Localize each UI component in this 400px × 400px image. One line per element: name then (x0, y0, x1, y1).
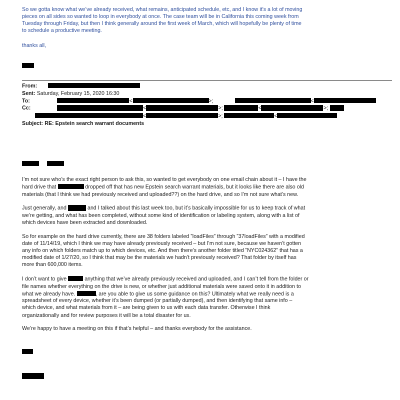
redaction-bar (224, 113, 274, 118)
redaction-bar (47, 161, 64, 166)
previous-email-paragraph (22, 7, 392, 36)
text-fragment: dropped off that has new Epstein search warrant materials, but it looks like there are also old (85, 184, 304, 191)
from-row (22, 83, 392, 91)
recipient-separator: < (143, 113, 147, 120)
text-fragment: Just generally, and (22, 205, 67, 212)
greeting-redaction (22, 152, 392, 170)
text-fragment: and I talked about this last week too, but it’s basically impossible for us to keep track of what (87, 205, 306, 212)
text-fragment: what we already have. (22, 291, 76, 298)
text-line: So for example on the hard drive currently, there are 38 folders labeled “loadFiles” through “37loadFiles” with a modified (22, 233, 305, 240)
sent-label: Sent: (22, 90, 36, 97)
redaction-bar (58, 184, 84, 189)
to-label: To: (22, 98, 30, 105)
text-line: spreadsheet of every device, whether it’s been dumped (or partially dumped), and then identifying that same info – (22, 298, 293, 305)
email-body (22, 152, 392, 383)
text-line: date of 11/14/19, which I think we may have already previously received – but I’m not sure, because we haven’t gotten (22, 240, 302, 247)
recipient-separator: >; (323, 105, 329, 112)
text-line: materials (that I think we had previously received and uploaded??) on the hard drive, and so I’m not sure what’s new. (22, 191, 299, 198)
text-line: which devices have been extracted and downloaded. (22, 219, 148, 226)
redaction-bar (146, 113, 218, 118)
text-fragment: hard drive that (22, 184, 57, 191)
signoff: thanks all, (22, 43, 47, 50)
redaction-bar (22, 161, 39, 166)
redaction-bar (224, 105, 258, 110)
recipient-separator: < (258, 105, 262, 112)
text-fragment: anything that we’ve already previously received and uploaded, and I can’t tell from the folder or (84, 276, 309, 283)
redaction-bar (133, 98, 209, 103)
text-line (22, 291, 392, 299)
signature-redaction (22, 340, 392, 358)
text-line: organizationally and for review purposes it will be a total disaster for us. (22, 312, 191, 319)
sent-value: Saturday, February 15, 2020 16:30 (36, 90, 120, 97)
redaction-bar (68, 205, 86, 210)
text-line: file names whether everything on the drive is new, or whether just additional materials were saved onto it in addition to (22, 283, 301, 290)
text-line: more than 600,000 items. (22, 262, 83, 269)
text-line (22, 184, 392, 192)
text-line (22, 276, 392, 284)
recipient-separator: < (310, 98, 314, 105)
recipient-separator: >; (218, 105, 223, 112)
recipient-separator: < (143, 105, 147, 112)
redaction-bar (57, 98, 129, 103)
redaction-bar (22, 349, 33, 354)
redaction-bar (57, 105, 143, 110)
body-paragraph (22, 205, 392, 227)
redaction-bar (146, 105, 218, 110)
email-header (22, 80, 392, 128)
text-line: Tuesday through Friday, but then I think generally around the first week of March, which will hopefully be plenty of time (22, 21, 302, 28)
text-fragment: , are you able to give us some guidance on this? Ultimately what we really need is a (95, 291, 294, 298)
text-line: I’m not sure who’s the exact right person to ask this, so wanted to get everybody on one email chain about it – I have the (22, 176, 307, 183)
text-line: we’re getting, and what has been completed, without some kind of identification or labeling system, along with a list of (22, 212, 300, 219)
previous-email (22, 0, 392, 72)
subject-value: RE: Epstein search warrant documents (44, 120, 145, 127)
body-paragraph (22, 276, 392, 320)
from-label: From: (22, 83, 38, 90)
redaction-bar (22, 63, 34, 69)
text-line: So we gotta know what we’ve already received, what remains, anticipated schedule, etc, and I know it’s a lot of moving (22, 7, 303, 13)
email-document (22, 0, 392, 333)
to-row (22, 98, 392, 106)
subject-label: Subject: (22, 120, 44, 127)
signature-redaction (22, 365, 392, 383)
text-line (22, 205, 392, 213)
signature-redaction (22, 54, 392, 72)
recipient-separator: >; (208, 98, 214, 105)
body-paragraph (22, 177, 392, 199)
redaction-bar (314, 98, 376, 103)
redaction-bar (77, 291, 96, 296)
text-line: which device, and what materials from it – are being given to us with each data transfer. Otherwise I think (22, 305, 271, 312)
redaction-bar (261, 105, 323, 110)
recipient-separator: < (129, 98, 133, 105)
header-divider (22, 80, 392, 81)
text-fragment: I don’t want to give (22, 276, 67, 283)
cc-row (22, 105, 392, 113)
redaction-bar (277, 113, 337, 118)
cc-row-continued (22, 113, 392, 121)
redaction-bar (330, 105, 344, 110)
cc-label: Cc: (22, 105, 31, 112)
subject-row (22, 121, 392, 128)
redaction-bar (68, 276, 83, 281)
closing-paragraph: We’re happy to have a meeting on this if that’s helpful – and thanks everybody for the assistance. (22, 326, 252, 333)
recipient-separator: < (274, 113, 278, 120)
text-line: modified date of 1/27/20, so I think that may be the materials we hadn’t previously received? That folder by itself has (22, 255, 297, 262)
redaction-bar (35, 113, 143, 118)
redaction-bar (22, 373, 44, 378)
redaction-bar (235, 98, 311, 103)
text-line: to schedule a productive meeting. (22, 28, 102, 35)
redaction-bar (48, 83, 140, 88)
body-paragraph (22, 234, 392, 270)
text-line: pieces on all sides so wanted to loop in everybody at once. The case team will be in California this coming week from (22, 14, 299, 21)
sent-row (22, 91, 392, 98)
recipient-separator: >; (218, 113, 223, 120)
text-line: any info on which folders match up to which devices, etc. And then there’s another folder titled “NYC024362” that has a (22, 248, 303, 255)
